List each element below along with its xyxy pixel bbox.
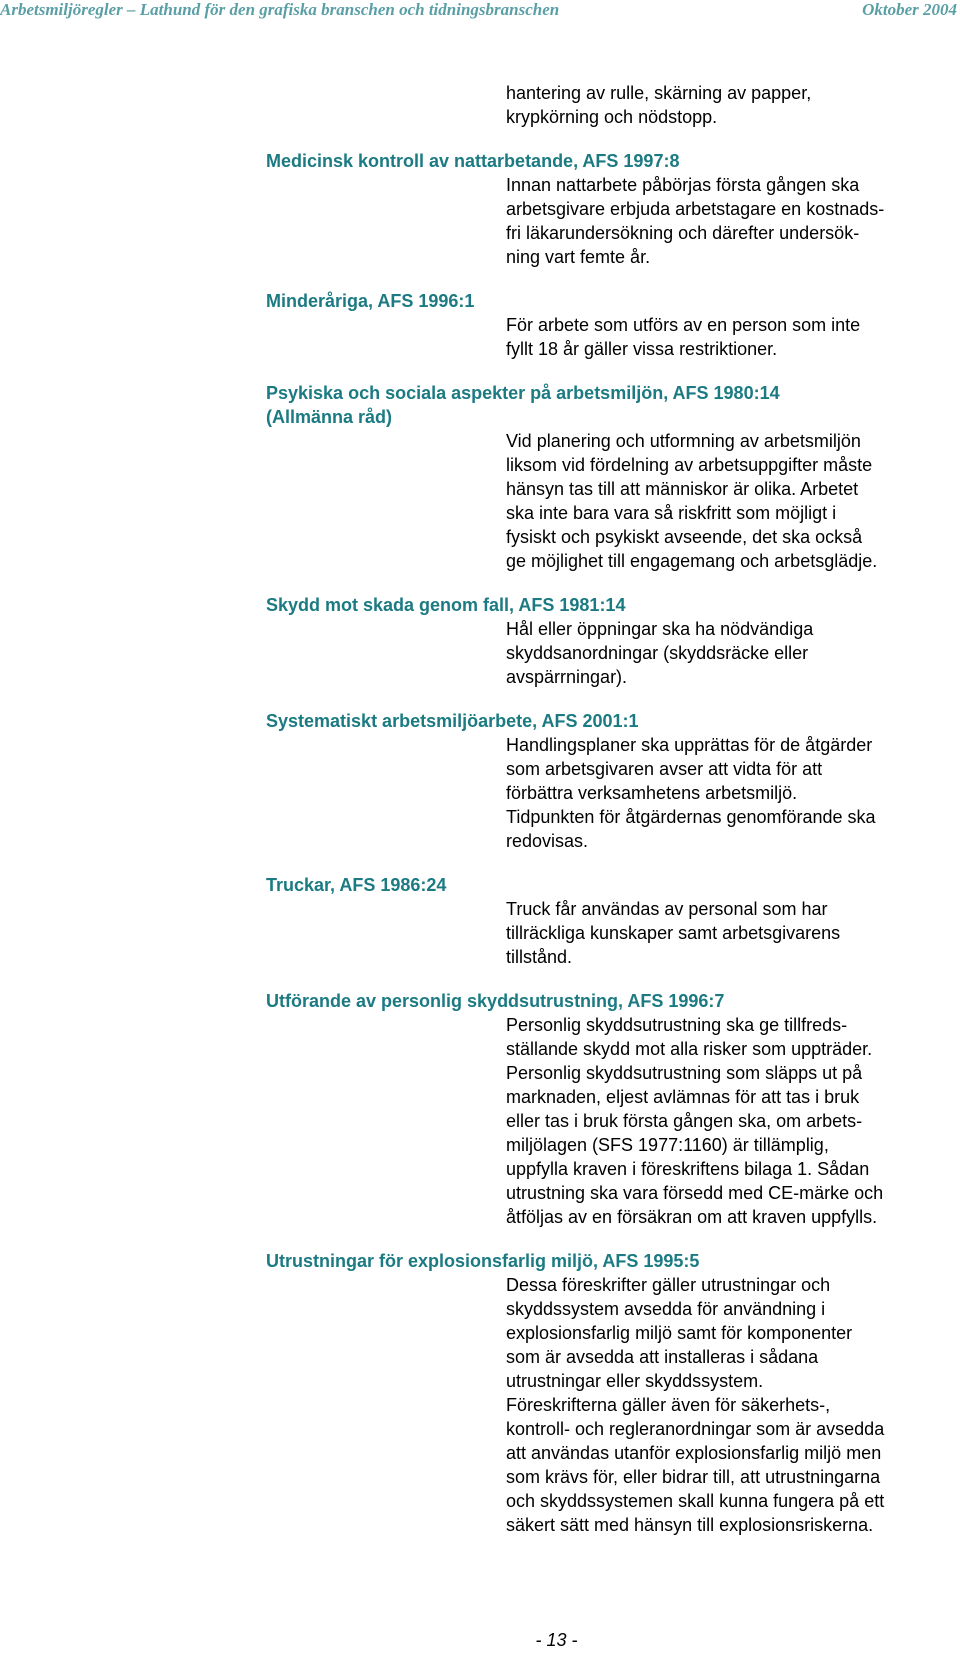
section-text — [506, 617, 956, 689]
text-line: arbetsgivare erbjuda arbetstagare en kostnads- — [506, 199, 885, 219]
section-truckar — [266, 873, 956, 969]
text-line: Vid planering och utformning av arbetsmiljön — [506, 431, 861, 451]
text-line: miljölagen (SFS 1977:1160) är tillämplig, — [506, 1135, 829, 1155]
text-line: marknaden, eljest avlämnas för att tas i bruk — [506, 1087, 860, 1107]
text-line: som krävs för, eller bidrar till, att utrustningarna — [506, 1467, 881, 1487]
text-line: skyddssystem avsedda för användning i — [506, 1299, 826, 1319]
section-text — [506, 173, 956, 269]
text-line: hänsyn tas till att människor är olika. Arbetet — [506, 479, 859, 499]
section-text — [506, 733, 956, 853]
text-line: som arbetsgivaren avser att vidta för att — [506, 759, 823, 779]
section-title: Skydd mot skada genom fall, AFS 1981:14 — [266, 595, 626, 615]
section-text — [506, 313, 956, 361]
text-line: Innan nattarbete påbörjas första gången ska — [506, 175, 860, 195]
section-systematiskt-arbetsmiljoarbete — [266, 709, 956, 853]
text-line: avspärrningar). — [506, 667, 628, 687]
text-line: Truck får användas av personal som har — [506, 899, 828, 919]
header-date: Oktober 2004 — [862, 0, 957, 19]
text-line: redovisas. — [506, 831, 589, 851]
text-line: förbättra verksamhetens arbetsmiljö. — [506, 783, 798, 803]
text-line: hantering av rulle, skärning av papper, — [506, 83, 812, 103]
text-line: säkert sätt med hänsyn till explosionsriskerna. — [506, 1515, 874, 1535]
section-title: Utrustningar för explosionsfarlig miljö, AFS 1995:5 — [266, 1251, 700, 1271]
section-personlig-skyddsutrustning — [266, 989, 956, 1229]
text-line: uppfylla kraven i föreskriftens bilaga 1. Sådan — [506, 1159, 870, 1179]
text-line: Personlig skyddsutrustning som släpps ut på — [506, 1063, 863, 1083]
text-line: åtföljas av en försäkran om att kraven uppfylls. — [506, 1207, 878, 1227]
text-line: ge möjlighet till engagemang och arbetsglädje. — [506, 551, 878, 571]
text-line: krypkörning och nödstopp. — [506, 107, 718, 127]
text-line: Hål eller öppningar ska ha nödvändiga — [506, 619, 814, 639]
text-line: och skyddssystemen skall kunna fungera på ett — [506, 1491, 885, 1511]
text-line: liksom vid fördelning av arbetsuppgifter måste — [506, 455, 873, 475]
section-subtitle: (Allmänna råd) — [266, 407, 393, 427]
intro-text — [506, 81, 956, 129]
text-line: Personlig skyddsutrustning ska ge tillfreds- — [506, 1015, 848, 1035]
header-title: Arbetsmiljöregler – Lathund för den grafiska branschen och tidningsbranschen — [0, 0, 560, 19]
text-line: ställande skydd mot alla risker som uppträder. — [506, 1039, 873, 1059]
text-line: Föreskrifterna gäller även för säkerhets-, — [506, 1395, 831, 1415]
section-text — [506, 897, 956, 969]
section-title: Utförande av personlig skyddsutrustning, AFS 1996:7 — [266, 991, 725, 1011]
text-line: fysiskt och psykiskt avseende, det ska också — [506, 527, 863, 547]
text-line: Tidpunkten för åtgärdernas genomförande ska — [506, 807, 876, 827]
section-text — [506, 1273, 956, 1537]
text-line: utrustningar eller skyddssystem. — [506, 1371, 764, 1391]
text-line: att användas utanför explosionsfarlig miljö men — [506, 1443, 882, 1463]
text-line: tillstånd. — [506, 947, 573, 967]
text-line: skyddsanordningar (skyddsräcke eller — [506, 643, 809, 663]
running-header — [0, 0, 960, 22]
text-line: ning vart femte år. — [506, 247, 651, 267]
section-title: Medicinsk kontroll av nattarbetande, AFS 1997:8 — [266, 151, 680, 171]
section-explosionsfarlig-miljo — [266, 1249, 956, 1537]
section-title: Systematiskt arbetsmiljöarbete, AFS 2001:1 — [266, 711, 639, 731]
section-minderariga — [266, 289, 956, 361]
text-line: eller tas i bruk första gången ska, om arbets- — [506, 1111, 863, 1131]
text-line: kontroll- och regleranordningar som är avsedda — [506, 1419, 885, 1439]
text-line: fyllt 18 år gäller vissa restriktioner. — [506, 339, 778, 359]
document-body — [266, 81, 956, 1537]
text-line: fri läkarundersökning och därefter undersök- — [506, 223, 860, 243]
text-line: som är avsedda att installeras i sådana — [506, 1347, 819, 1367]
section-text — [506, 429, 956, 573]
section-medicinsk-kontroll — [266, 149, 956, 269]
section-title: Truckar, AFS 1986:24 — [266, 875, 447, 895]
text-line: tillräckliga kunskaper samt arbetsgivarens — [506, 923, 841, 943]
section-skydd-fall — [266, 593, 956, 689]
text-line: ska inte bara vara så riskfritt som möjligt i — [506, 503, 837, 523]
section-title: Minderåriga, AFS 1996:1 — [266, 291, 475, 311]
section-text — [506, 1013, 956, 1229]
text-line: Dessa föreskrifter gäller utrustningar och — [506, 1275, 831, 1295]
text-line: explosionsfarlig miljö samt för komponenter — [506, 1323, 853, 1343]
text-line: För arbete som utförs av en person som inte — [506, 315, 861, 335]
text-line: utrustning ska vara försedd med CE-märke och — [506, 1183, 884, 1203]
page-number: - 13 - — [535, 1630, 578, 1650]
text-line: Handlingsplaner ska upprättas för de åtgärder — [506, 735, 873, 755]
section-title: Psykiska och sociala aspekter på arbetsmiljön, AFS 1980:14 — [266, 383, 780, 403]
section-psykiska-sociala — [266, 381, 956, 573]
